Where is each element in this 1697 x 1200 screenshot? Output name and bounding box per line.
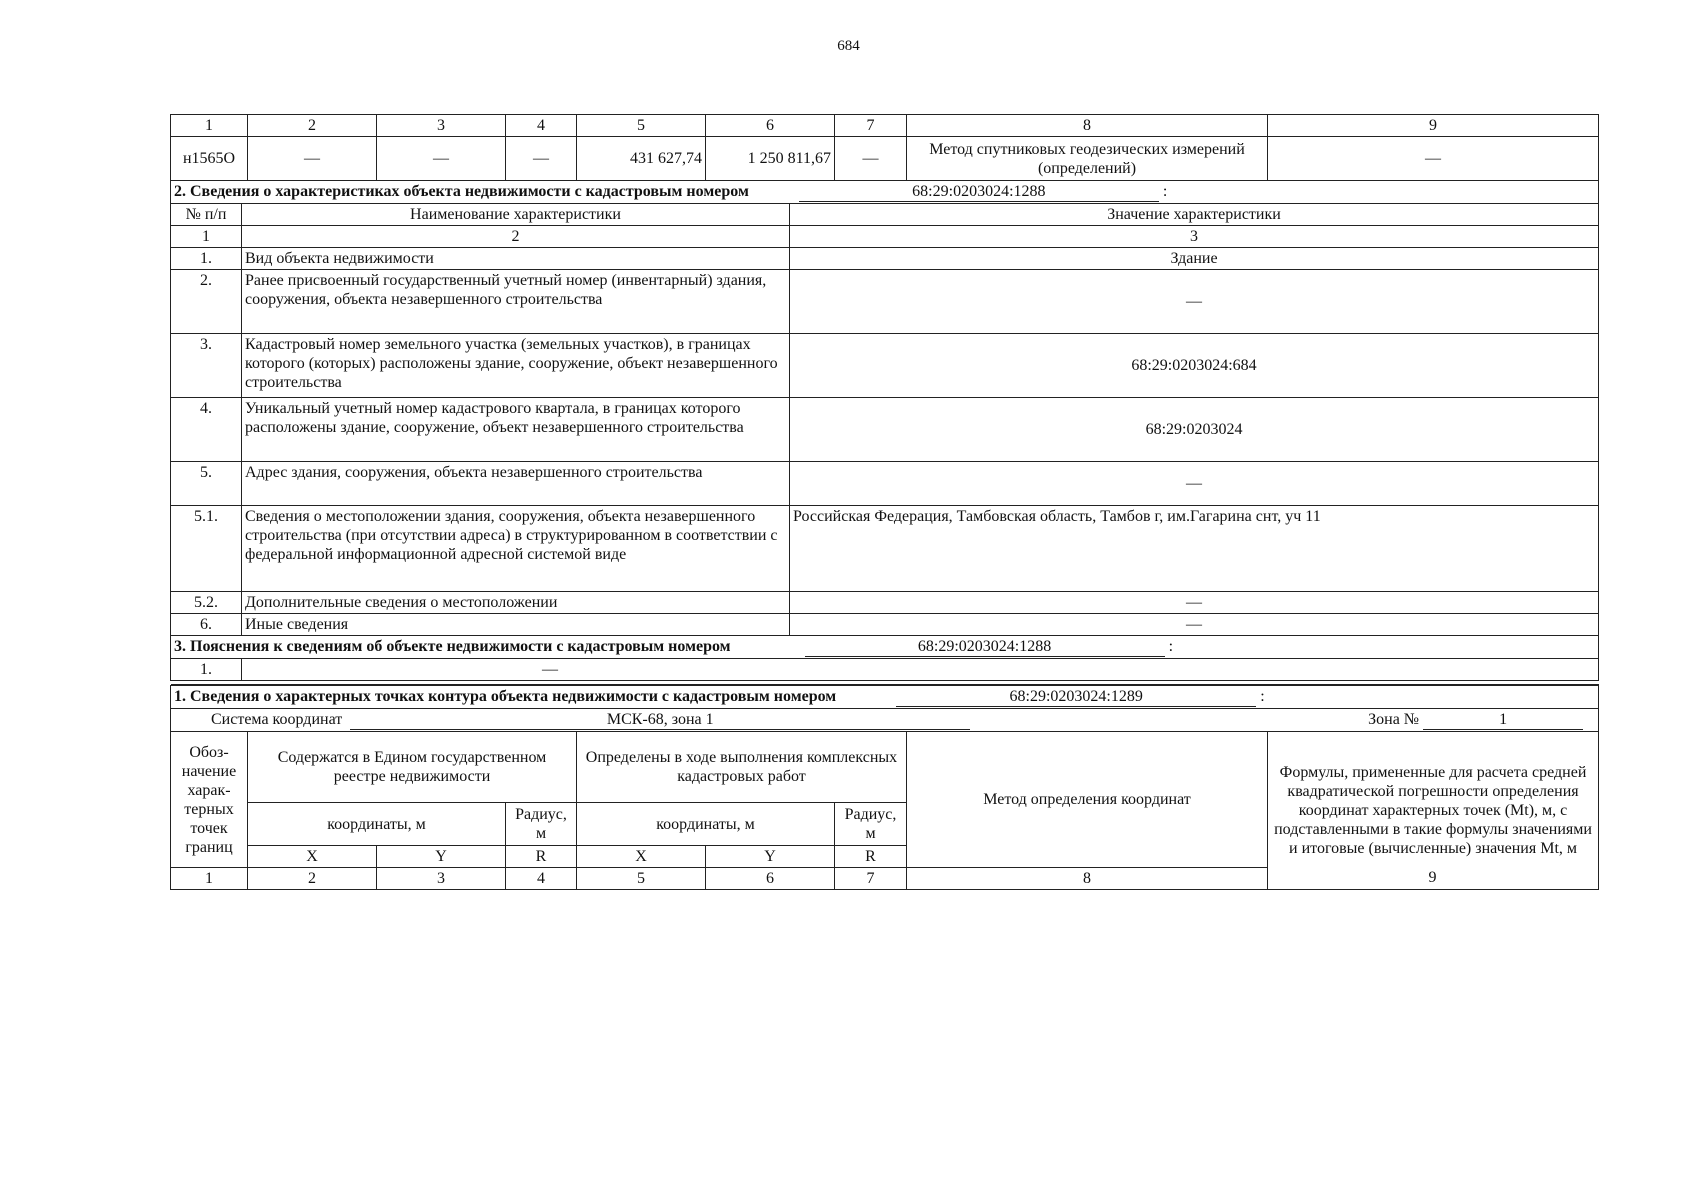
table-row — [171, 592, 1599, 614]
row-name: Уникальный учетный номер кадастрового квартала, в границах которого расположены здание, сооружение, объект незавершенного строительства — [242, 398, 790, 462]
row-value: 68:29:0203024 — [790, 398, 1599, 462]
row-name: Иные сведения — [242, 614, 790, 636]
section-title-text: 2. Сведения о характеристиках объекта недвижимости с кадастровым номером — [174, 183, 749, 200]
row-number: 4. — [171, 398, 242, 462]
section-title-row — [171, 636, 1599, 659]
col-number: 4 — [506, 868, 577, 890]
row-number: 1. — [171, 659, 242, 681]
row-number: 5.2. — [171, 592, 242, 614]
col-number: 2 — [242, 226, 790, 248]
header-kkr: Определены в ходе выполнения комплексных кадастровых работ — [577, 732, 907, 803]
col-number: 6 — [706, 868, 835, 890]
header-kkr-radius: Радиус, м — [835, 803, 907, 846]
characteristics-table — [170, 181, 1599, 685]
table-row — [171, 270, 1599, 334]
header-egrn: Содержатся в Едином государственном реестре недвижимости — [248, 732, 577, 803]
cadastral-number: 68:29:0203024:1288 — [805, 637, 1165, 657]
section-title — [171, 636, 1599, 659]
col-number: 8 — [907, 868, 1268, 890]
coordinate-system-row — [171, 709, 1599, 732]
table-row — [171, 334, 1599, 398]
row-value: — — [242, 659, 1599, 681]
table-row — [171, 137, 1599, 181]
header-x: X — [248, 846, 377, 868]
row-name: Кадастровый номер земельного участка (земельных участков), в границах которого (которых) расположены здание, сооружение, объект незавершенного строительства — [242, 334, 790, 398]
row-number: 2. — [171, 270, 242, 334]
section-title-text: 3. Пояснения к сведениям об объекте недвижимости с кадастровым номером — [174, 638, 731, 655]
header-designation: Обоз-начение харак-терных точек границ — [171, 732, 248, 868]
row-value: — — [790, 614, 1599, 636]
col-number: 3 — [377, 115, 506, 137]
section-title — [171, 181, 1599, 204]
point-designation: н1565О — [171, 137, 248, 181]
header-kkr-coords: координаты, м — [577, 803, 835, 846]
row-value: — — [790, 592, 1599, 614]
title-colon: : — [1260, 688, 1265, 705]
row-value: Здание — [790, 248, 1599, 270]
col-number: 2 — [248, 115, 377, 137]
cadastral-sheet — [170, 114, 1598, 890]
header-y: Y — [706, 846, 835, 868]
row-name: Ранее присвоенный государственный учетный номер (инвентарный) здания, сооружения, объекта незавершенного строительства — [242, 270, 790, 334]
table-row — [171, 248, 1599, 270]
col-number: 7 — [835, 115, 907, 137]
row-number: 6. — [171, 614, 242, 636]
zone-label: Зона № — [1368, 711, 1420, 728]
col-number: 5 — [577, 868, 706, 890]
row-number: 5. — [171, 462, 242, 506]
col-number: 5 — [577, 115, 706, 137]
row-value: 68:29:0203024:684 — [790, 334, 1599, 398]
header-r: R — [506, 846, 577, 868]
table-row — [171, 462, 1599, 506]
col-number: 7 — [835, 868, 907, 890]
col-number: 8 — [907, 115, 1268, 137]
cell-r: — — [835, 137, 907, 181]
coordinate-system — [171, 709, 1599, 732]
row-name: Вид объекта недвижимости — [242, 248, 790, 270]
col-number: 1 — [171, 226, 242, 248]
table-row — [171, 659, 1599, 681]
coord-system-label: Система координат — [211, 711, 343, 728]
header-formula: Формулы, примененные для расчета средней квадратической погрешности определения координат характерных точек (Mt), м, с подставленными в такие формулы значениями и итоговые (вычисленные) значения Mt, м — [1268, 732, 1599, 890]
col-number: 2 — [248, 868, 377, 890]
column-numbers-row — [171, 115, 1599, 137]
header-row — [171, 732, 1599, 803]
header-x: X — [577, 846, 706, 868]
column-numbers-row — [171, 226, 1599, 248]
header-value: Значение характеристики — [790, 204, 1599, 226]
col-number: 1 — [171, 868, 248, 890]
cell-formula: — — [1268, 137, 1599, 181]
col-number: 3 — [377, 868, 506, 890]
cell-egrn-r: — — [506, 137, 577, 181]
table-row — [171, 398, 1599, 462]
row-name: Сведения о местоположении здания, сооружения, объекта незавершенного строительства (при отсутствии адреса) в структурированном в соответствии с федеральной информационной адресной системой виде — [242, 506, 790, 592]
zone — [1368, 710, 1583, 730]
divider — [171, 681, 1599, 685]
row-name: Дополнительные сведения о местоположении — [242, 592, 790, 614]
page-number: 684 — [837, 38, 860, 54]
header-method: Метод определения координат — [907, 732, 1268, 868]
row-value: — — [790, 462, 1599, 506]
row-number: 1. — [171, 248, 242, 270]
col-number: 9 — [1428, 869, 1437, 886]
cell-egrn-x: — — [248, 137, 377, 181]
cell-egrn-y: — — [377, 137, 506, 181]
section-title-row — [171, 181, 1599, 204]
title-colon: : — [1168, 638, 1174, 655]
cadastral-number: 68:29:0203024:1289 — [896, 687, 1256, 707]
cadastral-number: 68:29:0203024:1288 — [799, 182, 1159, 202]
col-number: 3 — [790, 226, 1599, 248]
coord-system-value: МСК-68, зона 1 — [350, 710, 970, 730]
col-number: 1 — [171, 115, 248, 137]
section-title — [171, 686, 1599, 709]
header-number: № п/п — [171, 204, 242, 226]
col-number: 9 — [1268, 115, 1599, 137]
row-value: Российская Федерация, Тамбовская область, Тамбов г, им.Гагарина снт, уч 11 — [790, 506, 1599, 592]
header-egrn-radius: Радиус, м — [506, 803, 577, 846]
coordinates-table-continued — [170, 114, 1599, 181]
cell-x: 431 627,74 — [577, 137, 706, 181]
zone-value: 1 — [1423, 710, 1583, 730]
header-row — [171, 204, 1599, 226]
header-egrn-coords: координаты, м — [248, 803, 506, 846]
contour-points-table — [170, 685, 1599, 890]
row-number: 5.1. — [171, 506, 242, 592]
section-title-row — [171, 686, 1599, 709]
section-title-text: 1. Сведения о характерных точках контура объекта недвижимости с кадастровым номером — [174, 688, 837, 705]
header-name: Наименование характеристики — [242, 204, 790, 226]
cell-y: 1 250 811,67 — [706, 137, 835, 181]
col-number: 4 — [506, 115, 577, 137]
col-number: 6 — [706, 115, 835, 137]
row-name: Адрес здания, сооружения, объекта незавершенного строительства — [242, 462, 790, 506]
header-y: Y — [377, 846, 506, 868]
table-row — [171, 506, 1599, 592]
table-row — [171, 614, 1599, 636]
row-number: 3. — [171, 334, 242, 398]
cell-method: Метод спутниковых геодезических измерений (определений) — [907, 137, 1268, 181]
row-value: — — [790, 270, 1599, 334]
header-r: R — [835, 846, 907, 868]
title-colon: : — [1162, 183, 1168, 200]
